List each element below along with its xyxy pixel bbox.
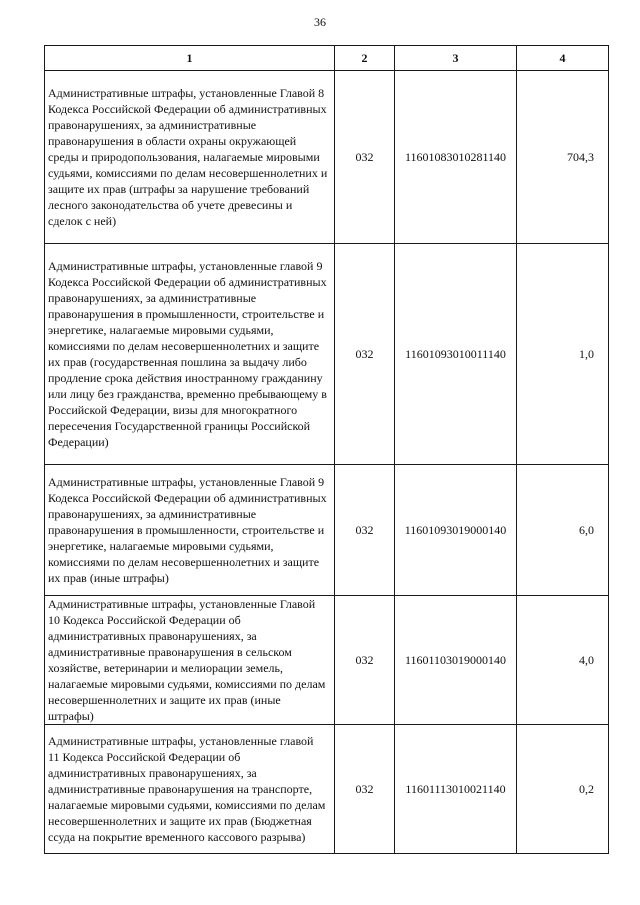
name-line: комиссиями по делам несовершеннолетних и защите bbox=[48, 555, 320, 569]
name-line: налагаемые мировыми судьями, комиссиями по делам bbox=[48, 798, 326, 812]
amount-cell: 6,0 bbox=[517, 465, 609, 596]
name-line: энергетике, налагаемые мировыми судьями, bbox=[48, 323, 274, 337]
name-line: ссуда на покрытие временного кассового разрыва) bbox=[48, 830, 306, 844]
name-line: Административные штрафы, установленные главой 9 bbox=[48, 259, 323, 273]
name-line: или лицу без гражданства, временно пребывающему в bbox=[48, 387, 327, 401]
name-line: защите их прав (штрафы за нарушение требований bbox=[48, 182, 310, 196]
table-row bbox=[45, 596, 609, 725]
admin-code-cell: 032 bbox=[335, 465, 395, 596]
name-line: правонарушения в области охраны окружающей bbox=[48, 134, 297, 148]
name-line: 11 Кодекса Российской Федерации об bbox=[48, 750, 241, 764]
name-line: Кодекса Российской Федерации об административных bbox=[48, 102, 327, 116]
revenue-table bbox=[44, 45, 609, 854]
admin-code-cell: 032 bbox=[335, 244, 395, 465]
name-line: Кодекса Российской Федерации об административных bbox=[48, 491, 327, 505]
admin-code-cell: 032 bbox=[335, 71, 395, 244]
name-line: штрафы) bbox=[48, 709, 94, 723]
name-line: Кодекса Российской Федерации об административных bbox=[48, 275, 327, 289]
name-line: Российской Федерации, визы для многократного bbox=[48, 403, 298, 417]
amount-cell: 704,3 bbox=[517, 71, 609, 244]
name-line: их прав (иные штрафы) bbox=[48, 571, 169, 585]
name-line: Административные штрафы, установленные Главой 8 bbox=[48, 86, 325, 100]
name-line: энергетике, налагаемые мировыми судьями, bbox=[48, 539, 274, 553]
name-line: правонарушения в промышленности, строительстве и bbox=[48, 307, 325, 321]
amount-cell: 1,0 bbox=[517, 244, 609, 465]
budget-code-cell: 11601113010021140 bbox=[395, 725, 517, 854]
amount-cell: 0,2 bbox=[517, 725, 609, 854]
name-line: административных правонарушениях, за bbox=[48, 766, 257, 780]
budget-code-cell: 11601093019000140 bbox=[395, 465, 517, 596]
name-line: 10 Кодекса Российской Федерации об bbox=[48, 613, 241, 627]
name-line: налагаемые мировыми судьями, комиссиями по делам bbox=[48, 677, 326, 691]
table-row bbox=[45, 725, 609, 854]
name-line: сделок с ней) bbox=[48, 214, 117, 228]
name-line: несовершеннолетних и защите их прав (иные bbox=[48, 693, 281, 707]
name-line: правонарушениях, за административные bbox=[48, 507, 257, 521]
admin-code-cell: 032 bbox=[335, 596, 395, 725]
table-row bbox=[45, 244, 609, 465]
revenue-name-cell bbox=[45, 71, 335, 244]
name-line: административные правонарушения на транспорте, bbox=[48, 782, 313, 796]
name-line: среды и природопользования, налагаемые мировыми bbox=[48, 150, 320, 164]
header-col-3: 3 bbox=[395, 46, 517, 71]
name-line: правонарушениях, за административные bbox=[48, 118, 257, 132]
name-line: их прав (государственная пошлина за выдачу либо bbox=[48, 355, 307, 369]
name-line: хозяйстве, ветеринарии и мелиорации земель, bbox=[48, 661, 284, 675]
name-line: лесного законодательства об учете древесины и bbox=[48, 198, 293, 212]
amount-cell: 4,0 bbox=[517, 596, 609, 725]
revenue-name-cell bbox=[45, 725, 335, 854]
header-col-4: 4 bbox=[517, 46, 609, 71]
revenue-name-cell bbox=[45, 244, 335, 465]
name-line: правонарушения в промышленности, строительстве и bbox=[48, 523, 325, 537]
budget-code-cell: 11601093010011140 bbox=[395, 244, 517, 465]
page-number: 36 bbox=[314, 15, 326, 29]
name-line: Административные штрафы, установленные Главой 9 bbox=[48, 475, 325, 489]
table-header-row bbox=[45, 46, 609, 71]
revenue-name-cell bbox=[45, 596, 335, 725]
budget-code-cell: 11601083010281140 bbox=[395, 71, 517, 244]
header-col-1: 1 bbox=[45, 46, 335, 71]
name-line: Административные штрафы, установленные главой bbox=[48, 734, 314, 748]
name-line: продление срока действия иностранному гражданину bbox=[48, 371, 323, 385]
name-line: Федерации) bbox=[48, 435, 109, 449]
name-line: Административные штрафы, установленные Главой bbox=[48, 597, 316, 611]
name-line: судьями, комиссиями по делам несовершеннолетних и bbox=[48, 166, 328, 180]
budget-code-cell: 11601103019000140 bbox=[395, 596, 517, 725]
name-line: несовершеннолетних и защите их прав (Бюджетная bbox=[48, 814, 312, 828]
table-row bbox=[45, 71, 609, 244]
revenue-name-cell bbox=[45, 465, 335, 596]
admin-code-cell: 032 bbox=[335, 725, 395, 854]
name-line: пересечения Государственной границы Российской bbox=[48, 419, 311, 433]
table-row bbox=[45, 465, 609, 596]
name-line: административные правонарушения в сельском bbox=[48, 645, 292, 659]
name-line: правонарушениях, за административные bbox=[48, 291, 257, 305]
name-line: комиссиями по делам несовершеннолетних и защите bbox=[48, 339, 320, 353]
name-line: административных правонарушениях, за bbox=[48, 629, 257, 643]
header-col-2: 2 bbox=[335, 46, 395, 71]
